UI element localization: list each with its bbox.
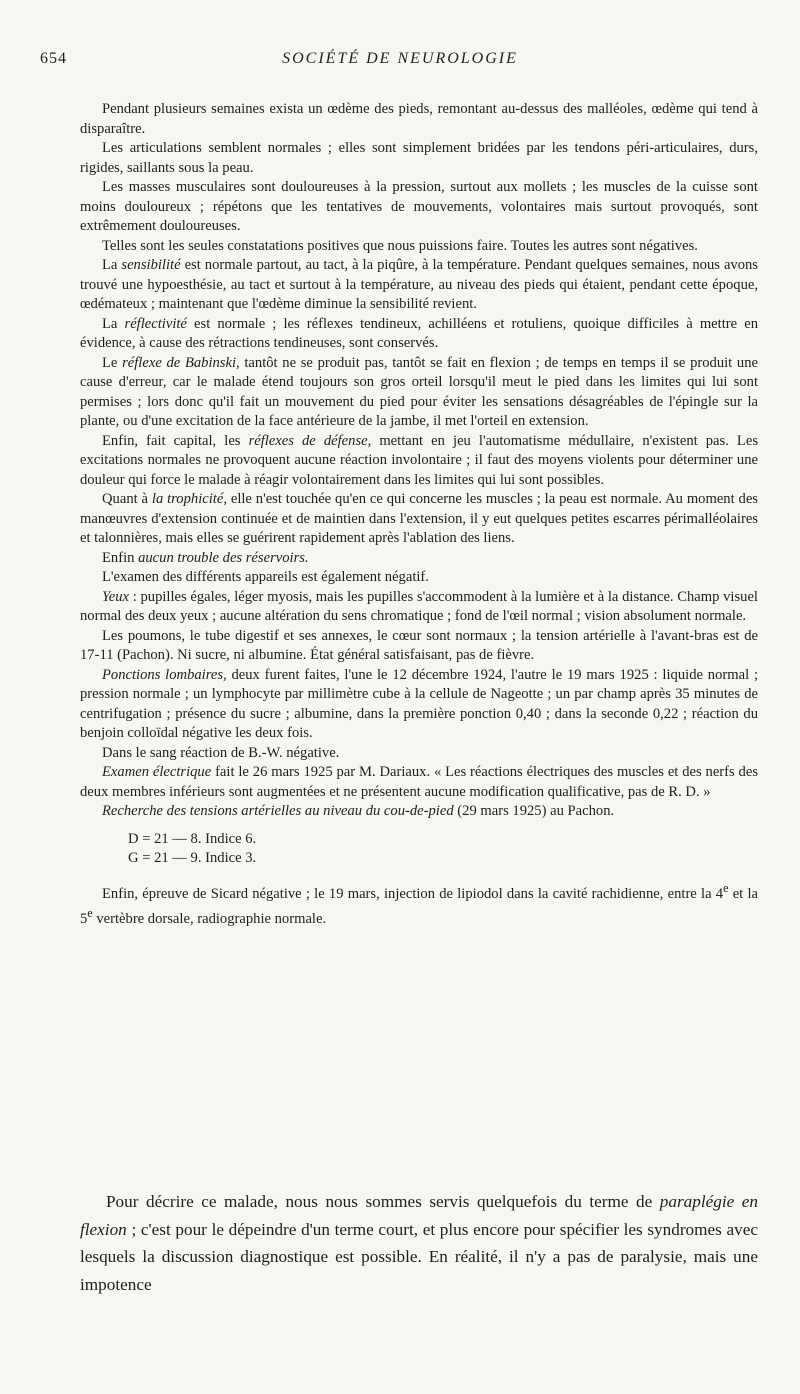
paragraph [80, 549, 758, 569]
text-run: Pendant plusieurs semaines exista un œdème des pieds, remontant au-dessus des malléoles, œdème qui tend à disparaître. [80, 101, 758, 137]
article-body [80, 100, 758, 929]
text-run: vertèbre dorsale, radiographie normale. [92, 910, 327, 927]
paragraph [80, 744, 758, 764]
text-run: Les articulations semblent normales ; elles sont simplement bridées par les tendons péri-articulaires, durs, rigides, saillants sous la peau. [80, 140, 758, 176]
text-run: L'examen des différents appareils est également négatif. [102, 569, 429, 585]
text-run: Enfin, fait capital, les [102, 432, 249, 449]
text-run: : pupilles égales, léger myosis, mais les pupilles s'accommodent à la lumière et à la distance. Champ visuel normal des deux yeux ; aucune altération du sens chromatique ; fond de l'œil normal ; vision absolument normale. [80, 588, 758, 624]
text-run: (29 mars 1925) au Pachon. [453, 803, 615, 819]
page-number: 654 [40, 50, 67, 67]
italic-term: Recherche des tensions artérielles au niveau du cou-de-pied [102, 803, 454, 819]
text-run: Le [102, 354, 123, 371]
paragraph [80, 490, 758, 549]
text-run: Dans le sang réaction de B.-W. négative. [102, 744, 340, 761]
page-header [40, 50, 760, 74]
paragraph [80, 256, 758, 315]
text-run: elle n'est touchée qu'en ce qui concerne les muscles ; la peau est normale. Au moment des manœuvres d'extension continuée et de maintien dans l'extension, il y eut quelques petites escarres périmalléolaires et talonnières, mais elles se guérirent rapidement après l'ablation des liens. [80, 491, 758, 546]
text-run: fait le 26 mars 1925 par M. Dariaux. « Les réactions électriques des muscles et des nerfs des deux membres inférieurs sont augmentées et ne présentent aucune modification qualificative, pas de R. D. » [80, 764, 759, 800]
text-run: Les poumons, le tube digestif et ses annexes, le cœur sont normaux ; la tension artérielle à l'avant-bras est de 17-11 (Pachon). Ni sucre, ni albumine. État général satisfaisant, pas de fièvre. [80, 627, 758, 663]
italic-term: réflexe de Babinski, [122, 354, 240, 371]
final-paragraph [80, 879, 758, 930]
text-run: Pour décrire ce malade, nous nous sommes servis quelquefois du terme de [106, 1192, 660, 1211]
paragraph [80, 100, 758, 139]
tension-measures [80, 830, 758, 869]
text-run: est normale partout, au tact, à la piqûre, à la température. Pendant quelques semaines, nous avons trouvé une hypoesthésie, au tact et surtout à la température, au niveau des pieds qui étaient, pendant cette époque, œdémateux ; maintenant que l'œdème diminue la sensibilité revient. [80, 257, 758, 312]
italic-term: Yeux [102, 588, 130, 605]
closing-paragraph [80, 1188, 758, 1298]
measure-right: D = 21 — 8. Indice 6. [128, 830, 257, 847]
text-run: est normale ; les réflexes tendineux, achilléens et rotuliens, quoique difficiles à mettre en évidence, à cause des rétractions tendineuses, sont conservés. [80, 315, 758, 351]
text-run: et la 5 [80, 885, 758, 927]
text-run: La [102, 315, 125, 332]
paragraph [80, 763, 758, 802]
italic-term: réflexes de défense, [248, 432, 372, 449]
text-run: e [87, 905, 93, 920]
text-run: Les masses musculaires sont douloureuses à la pression, surtout aux mollets ; les muscles de la cuisse sont moins douloureux ; répétons que les tentatives de mouvements, volontaires mais surtout provoqués, sont extrêmement douloureuses. [80, 179, 758, 234]
text-run: Enfin [102, 549, 139, 566]
closing-text [80, 1188, 758, 1298]
paragraph [80, 237, 758, 257]
italic-term: paraplégie en flexion [80, 1192, 758, 1239]
paragraph [80, 315, 758, 354]
measure-left: G = 21 — 9. Indice 3. [128, 850, 257, 866]
paragraph [80, 178, 758, 237]
text-run: ; c'est pour le dépeindre d'un terme court, et plus encore pour spécifier les syndromes avec lesquels la discussion diagnostique est possible. En réalité, il n'y a pas de paralysie, mais une impotence [80, 1219, 758, 1294]
italic-term: Ponctions lombaires, [102, 666, 227, 683]
paragraph [80, 666, 758, 744]
paragraph [80, 139, 758, 178]
text-run: La [102, 257, 122, 273]
paragraph [80, 354, 758, 432]
italic-term: Examen électrique [102, 764, 212, 780]
paragraph [80, 627, 758, 666]
italic-term: réflectivité [124, 315, 187, 332]
italic-term: aucun trouble des réservoirs. [138, 549, 309, 566]
text-run: Enfin, épreuve de Sicard négative ; le 19 mars, injection de lipiodol dans la cavité rachidienne, entre la 4 [102, 885, 724, 902]
text-run: Telles sont les seules constatations positives que nous puissions faire. Toutes les autres sont négatives. [102, 237, 698, 254]
text-run: e [723, 880, 729, 895]
text-run: Quant à [102, 491, 152, 507]
text-run: tantôt ne se produit pas, tantôt se fait en flexion ; de temps en temps il se produit une cause d'erreur, car le malade étend toujours son gros orteil lorsqu'il meut le pied dans les limites qui lui sont permises ; lors donc qu'il fait un mouvement du pied pour éviter les sensations désagréables de l'épingle sur la plante, ou d'une excitation de la face antérieure de la jambe, il met l'orteil en extension. [80, 354, 758, 429]
paragraph [80, 588, 758, 627]
text-run: mettant en jeu l'automatisme médullaire, n'existent pas. Les excitations normales ne provoquent aucune réaction involontaire ; il faut des moyens violents pour déterminer une douleur qui force le malade à réagir volontairement dans les limites qui lui sont possibles. [80, 432, 758, 488]
paragraph [80, 432, 758, 491]
italic-term: sensibilité [121, 257, 181, 273]
text-run: deux furent faites, l'une le 12 décembre 1924, l'autre le 19 mars 1925 : liquide normal ; pression normale ; un lymphocyte par millimètre cube à la cellule de Nageotte ; un par champ après 35 minutes de centrifugation ; présence du sucre ; albumine, dans la première ponction 0,40 ; dans la seconde 0,22 ; réaction du benjoin colloïdal négative les deux fois. [80, 666, 758, 741]
running-title: SOCIÉTÉ DE NEUROLOGIE [282, 50, 518, 67]
italic-term: la trophicité, [151, 491, 227, 507]
paragraph [80, 568, 758, 588]
paragraph-list [80, 100, 758, 822]
paragraph [80, 802, 758, 822]
